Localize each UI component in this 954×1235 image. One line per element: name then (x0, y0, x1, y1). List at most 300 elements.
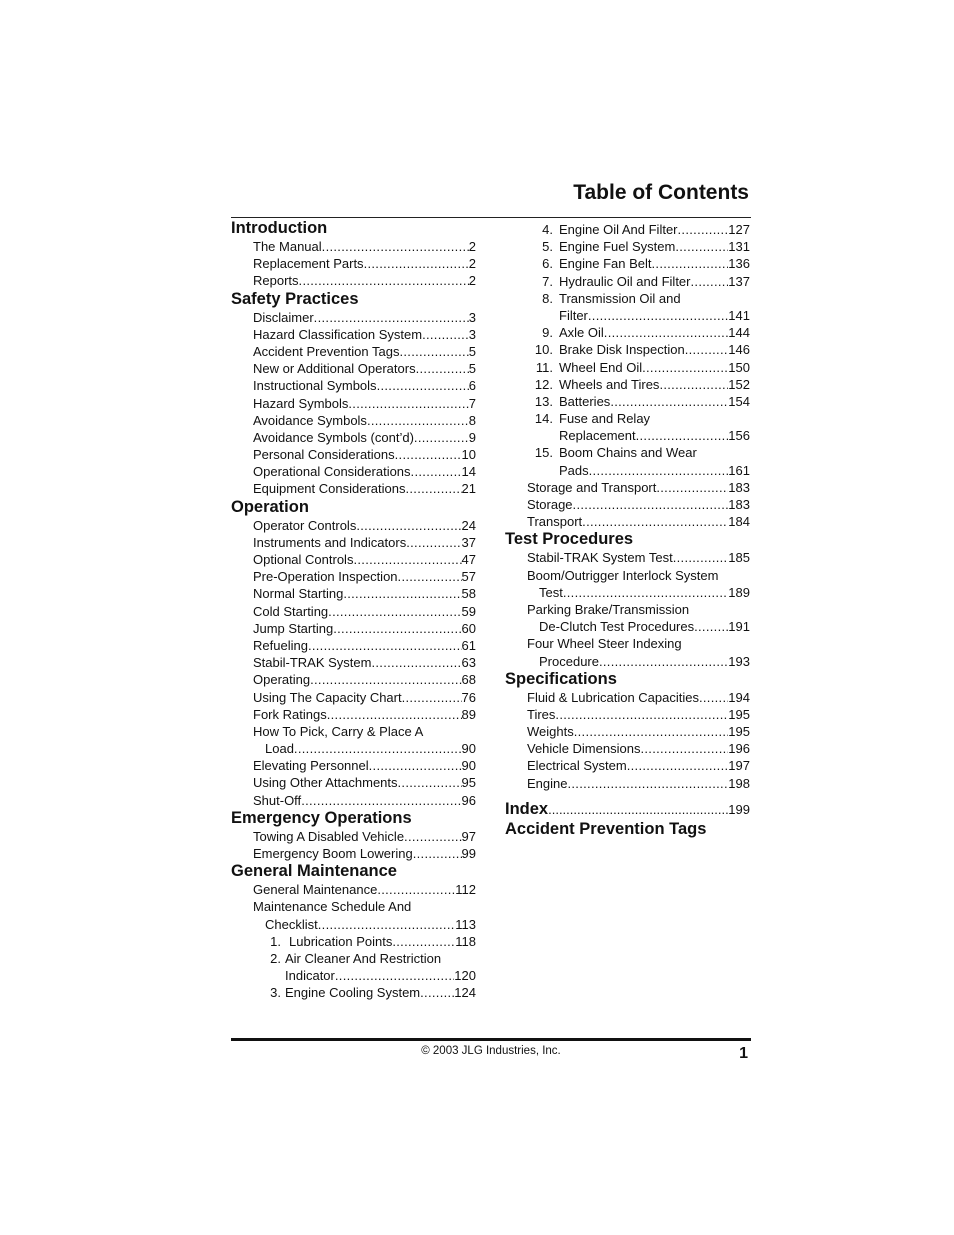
toc-entry-text: Normal Starting (253, 586, 344, 602)
toc-entry-parking-brake[interactable] (505, 618, 750, 635)
toc-entry-transmission-oil-line1[interactable] (505, 290, 750, 307)
toc-entry-page: 97 (461, 828, 476, 844)
toc-entry-page: 189 (728, 584, 750, 600)
toc-entry-page: 7 (468, 395, 476, 411)
numbered-entries-maintenance (505, 221, 750, 290)
toc-entry-page: 59 (461, 603, 476, 619)
toc-entry-page: 154 (728, 393, 750, 409)
dot-leader (308, 637, 462, 654)
toc-entry-page: 195 (728, 724, 750, 740)
toc-entry[interactable] (505, 706, 750, 723)
toc-entry-engine-cooling[interactable] (231, 984, 476, 1001)
toc-entry-text: Hazard Symbols (253, 395, 349, 411)
dot-leader (377, 377, 469, 394)
toc-entry-pick-carry-line1[interactable]: How To Pick, Carry & Place A (253, 723, 424, 739)
toc-entry-page: 96 (461, 792, 476, 808)
dot-leader (699, 689, 728, 706)
dot-leader (416, 360, 469, 377)
toc-entry[interactable] (505, 740, 750, 757)
toc-entry-number: 11. (535, 359, 553, 375)
toc-entry[interactable] (231, 585, 476, 602)
numbered-entries-maintenance-2 (505, 324, 750, 410)
toc-entry[interactable] (231, 255, 476, 272)
toc-right-column (505, 219, 750, 839)
toc-entry-page: 68 (461, 672, 476, 688)
dot-leader (678, 221, 729, 238)
toc-entry-text: Storage and Transport (527, 479, 657, 495)
toc-entry[interactable] (231, 568, 476, 585)
toc-entry-page: 195 (728, 706, 750, 722)
toc-entry-text: Procedure (539, 653, 599, 669)
toc-entry-text: Engine Oil And Filter (559, 222, 678, 237)
toc-entry-text: Elevating Personnel (253, 758, 369, 774)
toc-entry-page: 24 (461, 517, 476, 533)
toc-entry-page: 95 (461, 775, 476, 791)
dot-leader (422, 326, 469, 343)
toc-entry-text: Personal Considerations (253, 447, 395, 463)
toc-entry[interactable] (505, 757, 750, 774)
toc-entry-text: Lubrication Points (289, 933, 393, 949)
toc-entry-text: Stabil-TRAK System (253, 655, 372, 671)
dot-leader (574, 723, 729, 740)
toc-entry-page: 185 (728, 550, 750, 566)
toc-entry[interactable] (505, 238, 750, 255)
toc-entry-page: 193 (728, 653, 750, 669)
toc-entry-page: 2 (468, 239, 476, 254)
toc-entry-number: 13. (534, 393, 553, 409)
toc-entry[interactable] (505, 359, 750, 376)
dot-leader (420, 984, 454, 1001)
toc-entry[interactable] (505, 393, 750, 410)
toc-entry-page: 146 (728, 342, 750, 358)
toc-entry-text: Emergency Boom Lowering (253, 846, 413, 861)
toc-entry-parking-brake-line1[interactable]: Parking Brake/Transmission (527, 601, 690, 617)
toc-entry-index[interactable] (505, 798, 750, 820)
toc-entry-page: 3 (468, 326, 476, 342)
dot-leader (582, 513, 728, 530)
toc-entry[interactable] (231, 272, 476, 289)
dot-leader (589, 462, 729, 479)
toc-entry-page: 137 (728, 273, 750, 289)
toc-entry-number: 6. (542, 256, 553, 272)
toc-entry-text: Axle Oil (559, 325, 604, 341)
toc-entry-text: Hazard Classification System (253, 326, 423, 342)
toc-entry-number: 7. (542, 273, 553, 289)
toc-entry-text: Stabil-TRAK System Test (527, 550, 673, 566)
toc-entry-number: 1. (270, 933, 281, 949)
toc-entry-page: 6 (468, 378, 476, 394)
dot-leader (398, 568, 462, 585)
toc-entry-page: 150 (728, 359, 750, 375)
dot-leader (299, 272, 469, 289)
toc-entry-page: 161 (728, 462, 750, 478)
dot-leader (343, 585, 461, 602)
toc-entry-text: Indicator (285, 968, 335, 984)
toc-entry-text: Instructional Symbols (253, 378, 377, 394)
toc-entry-air-cleaner-line1[interactable] (231, 950, 476, 967)
dot-leader (599, 653, 728, 670)
toc-entry[interactable] (231, 603, 476, 620)
toc-entry-number: 15. (534, 445, 553, 461)
section-heading-operation[interactable]: Operation (231, 497, 309, 516)
toc-entry-text: Replacement (559, 428, 636, 444)
toc-entry-text: Fork Ratings (253, 706, 327, 722)
toc-entry-page: 63 (461, 655, 476, 671)
toc-entry[interactable] (505, 689, 750, 706)
toc-entry[interactable] (231, 309, 476, 326)
toc-entry[interactable] (505, 255, 750, 272)
toc-entry-page: 58 (461, 586, 476, 602)
toc-entry[interactable] (505, 221, 750, 238)
section-entries-test (505, 549, 750, 566)
toc-entry[interactable] (231, 360, 476, 377)
toc-entry-page: 2 (468, 273, 476, 289)
toc-entry-page: 61 (461, 637, 476, 653)
toc-entry-text: Load (265, 741, 294, 757)
section-heading-test-procedures[interactable]: Test Procedures (505, 530, 634, 549)
toc-entry-text: Operator Controls (253, 517, 357, 533)
section-heading-index: Index (505, 799, 549, 818)
toc-entry-page: 184 (728, 514, 750, 530)
toc-entry-pick-carry[interactable] (231, 740, 476, 757)
toc-entry-text: Checklist (265, 916, 318, 932)
toc-entry-boom-interlock[interactable] (505, 584, 750, 601)
toc-entry-page: 199 (728, 801, 750, 817)
dot-leader (563, 584, 728, 601)
toc-entry-page: 90 (461, 758, 476, 774)
dot-leader (294, 740, 462, 757)
section-entries-maintenance (231, 881, 476, 898)
toc-entry[interactable] (231, 395, 476, 412)
toc-entry-text: Shut-Off (253, 792, 302, 808)
toc-entry[interactable] (505, 341, 750, 358)
toc-entry[interactable] (231, 757, 476, 774)
toc-entry-page: 120 (454, 968, 476, 984)
toc-entry-text: De-Clutch Test Procedures (539, 619, 695, 635)
toc-entry-page: 14 (461, 464, 476, 480)
toc-entry-text: New or Additional Operators (253, 361, 416, 377)
dot-leader (656, 479, 728, 496)
toc-entry[interactable] (231, 845, 476, 862)
dot-leader (604, 324, 729, 341)
dot-leader (675, 238, 728, 255)
section-heading-safety-practices[interactable]: Safety Practices (231, 289, 359, 308)
toc-entry[interactable] (231, 412, 476, 429)
toc-entry-text: Reports (253, 273, 299, 289)
dot-leader (636, 427, 729, 444)
dot-leader (402, 689, 462, 706)
toc-entry-text: Replacement Parts (253, 256, 364, 272)
toc-entry-page: 144 (728, 325, 750, 341)
toc-entry[interactable] (231, 774, 476, 791)
toc-entry-text: Cold Starting (253, 603, 329, 619)
dot-leader (411, 463, 462, 480)
toc-entry-text: Using The Capacity Chart (253, 689, 402, 705)
toc-entry-number: 5. (542, 239, 553, 255)
toc-left-column (231, 219, 476, 1002)
toc-entry-page: 197 (728, 758, 750, 774)
toc-entry-text: Pads (559, 462, 589, 478)
toc-entry-text: Batteries (559, 393, 611, 409)
toc-entry[interactable] (231, 551, 476, 568)
dot-leader (413, 845, 462, 862)
toc-entry-transmission-oil[interactable] (505, 307, 750, 324)
dot-leader (310, 671, 461, 688)
toc-entry-number: 9. (542, 325, 553, 341)
toc-entry-text: The Manual (253, 239, 322, 254)
toc-entry[interactable] (231, 343, 476, 360)
page-title: Table of Contents (573, 181, 749, 204)
dot-leader (322, 238, 469, 255)
toc-entry-text: Wheel End Oil (559, 359, 643, 375)
toc-entry[interactable] (231, 689, 476, 706)
dot-leader (404, 828, 461, 845)
toc-entry[interactable] (505, 513, 750, 530)
toc-entry-text: Engine Cooling System (285, 985, 421, 1001)
toc-entry-page: 113 (455, 916, 476, 932)
dot-leader (369, 757, 462, 774)
section-entries-safety-practices (231, 309, 476, 498)
dot-leader (642, 359, 728, 376)
toc-entry[interactable] (231, 671, 476, 688)
toc-entry[interactable] (505, 479, 750, 496)
section-heading-specifications[interactable]: Specifications (505, 669, 617, 688)
toc-entry[interactable] (231, 534, 476, 551)
dot-leader (333, 620, 461, 637)
toc-entry-page: 198 (728, 775, 750, 791)
dot-leader (367, 412, 469, 429)
toc-entry-text: Equipment Considerations (253, 481, 406, 497)
section-entries-emergency (231, 828, 476, 862)
toc-entry-page: 99 (461, 846, 476, 861)
dot-leader (353, 551, 461, 568)
toc-entry[interactable] (505, 496, 750, 513)
toc-entry-page: 3 (468, 309, 476, 325)
dot-leader (414, 429, 469, 446)
dot-leader (685, 341, 729, 358)
toc-entry-boom-interlock-line1[interactable]: Boom/Outrigger Interlock System (527, 567, 719, 583)
toc-entry-page: 124 (454, 985, 476, 1001)
toc-entry-page: 191 (728, 619, 750, 635)
section-entries-operation-2 (231, 757, 476, 809)
toc-entry-number: 8. (542, 290, 553, 306)
dot-leader (652, 255, 729, 272)
toc-entry-page: 76 (461, 689, 476, 705)
toc-entry-text: Engine Fan Belt (559, 256, 652, 272)
dot-leader (327, 706, 462, 723)
section-heading-accident-prevention-tags[interactable]: Accident Prevention Tags (505, 819, 707, 838)
toc-entry-boom-chains[interactable] (505, 462, 750, 479)
toc-entry-text: Avoidance Symbols (253, 412, 367, 428)
dot-leader (399, 343, 468, 360)
dot-leader (314, 309, 469, 326)
toc-entry-page: 21 (461, 481, 476, 497)
toc-entry-text: Storage (527, 497, 573, 512)
toc-entry-page: 57 (461, 569, 476, 585)
dot-leader (348, 395, 468, 412)
dot-leader (627, 757, 729, 774)
toc-entry-number: 3. (270, 985, 281, 1001)
header-rule (231, 217, 751, 218)
toc-entry-text: Vehicle Dimensions (527, 741, 641, 757)
dot-leader (377, 881, 455, 898)
toc-entry-number: 4. (542, 222, 553, 237)
toc-entry-schedule[interactable] (231, 916, 476, 933)
toc-entry-page: 10 (461, 447, 476, 463)
toc-entry-text: General Maintenance (253, 882, 378, 898)
toc-entry[interactable] (505, 549, 750, 566)
toc-entry-text: Transmission Oil and (559, 290, 681, 306)
toc-entry-text: Fuse and Relay (559, 411, 651, 427)
toc-entry-four-wheel-steer-line1[interactable]: Four Wheel Steer Indexing (527, 636, 682, 652)
toc-entry-page: 2 (468, 256, 476, 272)
dot-leader (673, 549, 729, 566)
toc-entry[interactable] (231, 517, 476, 534)
toc-entry[interactable] (231, 446, 476, 463)
toc-entry[interactable] (231, 881, 476, 898)
footer-rule (231, 1038, 751, 1041)
toc-entry-page: 89 (461, 706, 476, 722)
toc-entry-text: Instruments and Indicators (253, 534, 407, 550)
toc-entry-page: 90 (461, 741, 476, 757)
toc-entry-page: 8 (468, 412, 476, 428)
dot-leader (301, 792, 461, 809)
dot-leader (398, 774, 462, 791)
dot-leader (318, 916, 456, 933)
storage-entries (505, 479, 750, 531)
section-heading-introduction[interactable]: Introduction (231, 219, 328, 237)
dot-leader (640, 740, 728, 757)
toc-entry-page: 60 (461, 620, 476, 636)
toc-entry-text: Transport (527, 514, 583, 530)
section-heading-emergency-operations[interactable]: Emergency Operations (231, 808, 412, 827)
toc-entry[interactable] (231, 480, 476, 497)
toc-entry-text: Tires (527, 706, 556, 722)
toc-entry-boom-chains-line1[interactable] (505, 444, 750, 461)
toc-entry-fuse-relay-line1[interactable] (505, 410, 750, 427)
toc-entry-page: 196 (728, 741, 750, 757)
dot-leader (392, 933, 455, 950)
copyright-notice: © 2003 JLG Industries, Inc. (421, 1045, 561, 1057)
toc-entry-text: Fluid & Lubrication Capacities (527, 689, 699, 705)
toc-entry-text: Engine (527, 775, 568, 791)
toc-entry-page: 118 (455, 933, 476, 949)
toc-entry-text: Boom Chains and Wear (559, 445, 697, 461)
toc-entry-text: Wheels and Tires (559, 376, 660, 392)
dot-leader (548, 799, 728, 821)
toc-entry[interactable] (505, 324, 750, 341)
toc-entry-page: 47 (461, 552, 476, 567)
toc-entry[interactable] (231, 326, 476, 343)
toc-entry[interactable] (231, 637, 476, 654)
toc-entry[interactable] (505, 723, 750, 740)
toc-entry[interactable] (231, 706, 476, 723)
toc-entry-lubrication-points[interactable] (231, 933, 476, 950)
dot-leader (694, 618, 728, 635)
toc-entry-page: 112 (455, 882, 476, 898)
toc-entry-text: Engine Fuel System (559, 239, 676, 255)
toc-entry-text: Avoidance Symbols (cont’d) (253, 429, 414, 445)
dot-leader (328, 603, 461, 620)
toc-entry-text: Disclaimer (253, 309, 314, 325)
toc-entry[interactable] (231, 463, 476, 480)
toc-entry-number: 12. (534, 376, 553, 392)
toc-entry-text: Operating (253, 672, 311, 688)
toc-entry-page: 9 (468, 429, 476, 445)
toc-entry-text: Using Other Attachments (253, 775, 398, 791)
toc-entry-page: 141 (728, 307, 750, 323)
toc-entry-text: Hydraulic Oil and Filter (559, 273, 691, 289)
toc-entry[interactable] (231, 238, 476, 255)
section-heading-general-maintenance[interactable]: General Maintenance (231, 862, 397, 881)
toc-entry-text: Test (539, 584, 563, 600)
dot-leader (573, 496, 729, 513)
toc-entry-text: Jump Starting (253, 620, 334, 636)
toc-entry-page: 136 (728, 256, 750, 272)
toc-entry-page: 152 (728, 376, 750, 392)
toc-entry[interactable] (231, 654, 476, 671)
dot-leader (659, 376, 728, 393)
dot-leader (691, 273, 729, 290)
toc-entry-page: 131 (728, 239, 750, 255)
toc-entry-page: 127 (728, 222, 750, 237)
section-entries-specifications (505, 689, 750, 792)
toc-entry-number: 2. (270, 950, 281, 966)
dot-leader (405, 480, 461, 497)
toc-entry-page: 183 (728, 497, 750, 512)
toc-entry-text: Pre-Operation Inspection (253, 569, 398, 585)
toc-entry-number: 10. (534, 342, 553, 358)
toc-entry-text: Brake Disk Inspection (559, 342, 685, 358)
dot-leader (371, 654, 461, 671)
toc-entry-air-cleaner[interactable] (231, 967, 476, 984)
toc-entry-text: Operational Considerations (253, 464, 411, 480)
toc-entry-schedule-line1[interactable]: Maintenance Schedule And (253, 899, 412, 915)
toc-entry[interactable] (231, 792, 476, 809)
section-entries-operation (231, 517, 476, 723)
section-entries-introduction (231, 238, 476, 290)
toc-entry-page: 37 (461, 534, 476, 550)
dot-leader (406, 534, 461, 551)
toc-entry-fuse-relay[interactable] (505, 427, 750, 444)
toc-entry[interactable] (231, 620, 476, 637)
dot-leader (555, 706, 728, 723)
toc-entry-number: 14. (534, 411, 553, 427)
toc-entry-page: 183 (728, 479, 750, 495)
toc-entry-text: Weights (527, 724, 574, 740)
toc-entry[interactable] (231, 377, 476, 394)
dot-leader (567, 775, 728, 792)
toc-entry-page: 5 (468, 343, 476, 359)
dot-leader (356, 517, 461, 534)
toc-entry-four-wheel-steer[interactable] (505, 653, 750, 670)
toc-entry[interactable] (505, 775, 750, 792)
dot-leader (395, 446, 462, 463)
toc-entry[interactable] (505, 376, 750, 393)
toc-entry-text: Accident Prevention Tags (253, 343, 400, 359)
toc-entry-page: 194 (728, 689, 750, 705)
page-number: 1 (739, 1045, 748, 1062)
dot-leader (335, 967, 454, 984)
toc-entry[interactable] (231, 828, 476, 845)
toc-entry-text: Filter (559, 307, 588, 323)
toc-entry[interactable] (505, 273, 750, 290)
toc-entry[interactable] (231, 429, 476, 446)
toc-entry-text: Air Cleaner And Restriction (285, 950, 442, 966)
toc-entry-text: Refueling (253, 637, 308, 653)
dot-leader (610, 393, 728, 410)
dot-leader (364, 255, 469, 272)
